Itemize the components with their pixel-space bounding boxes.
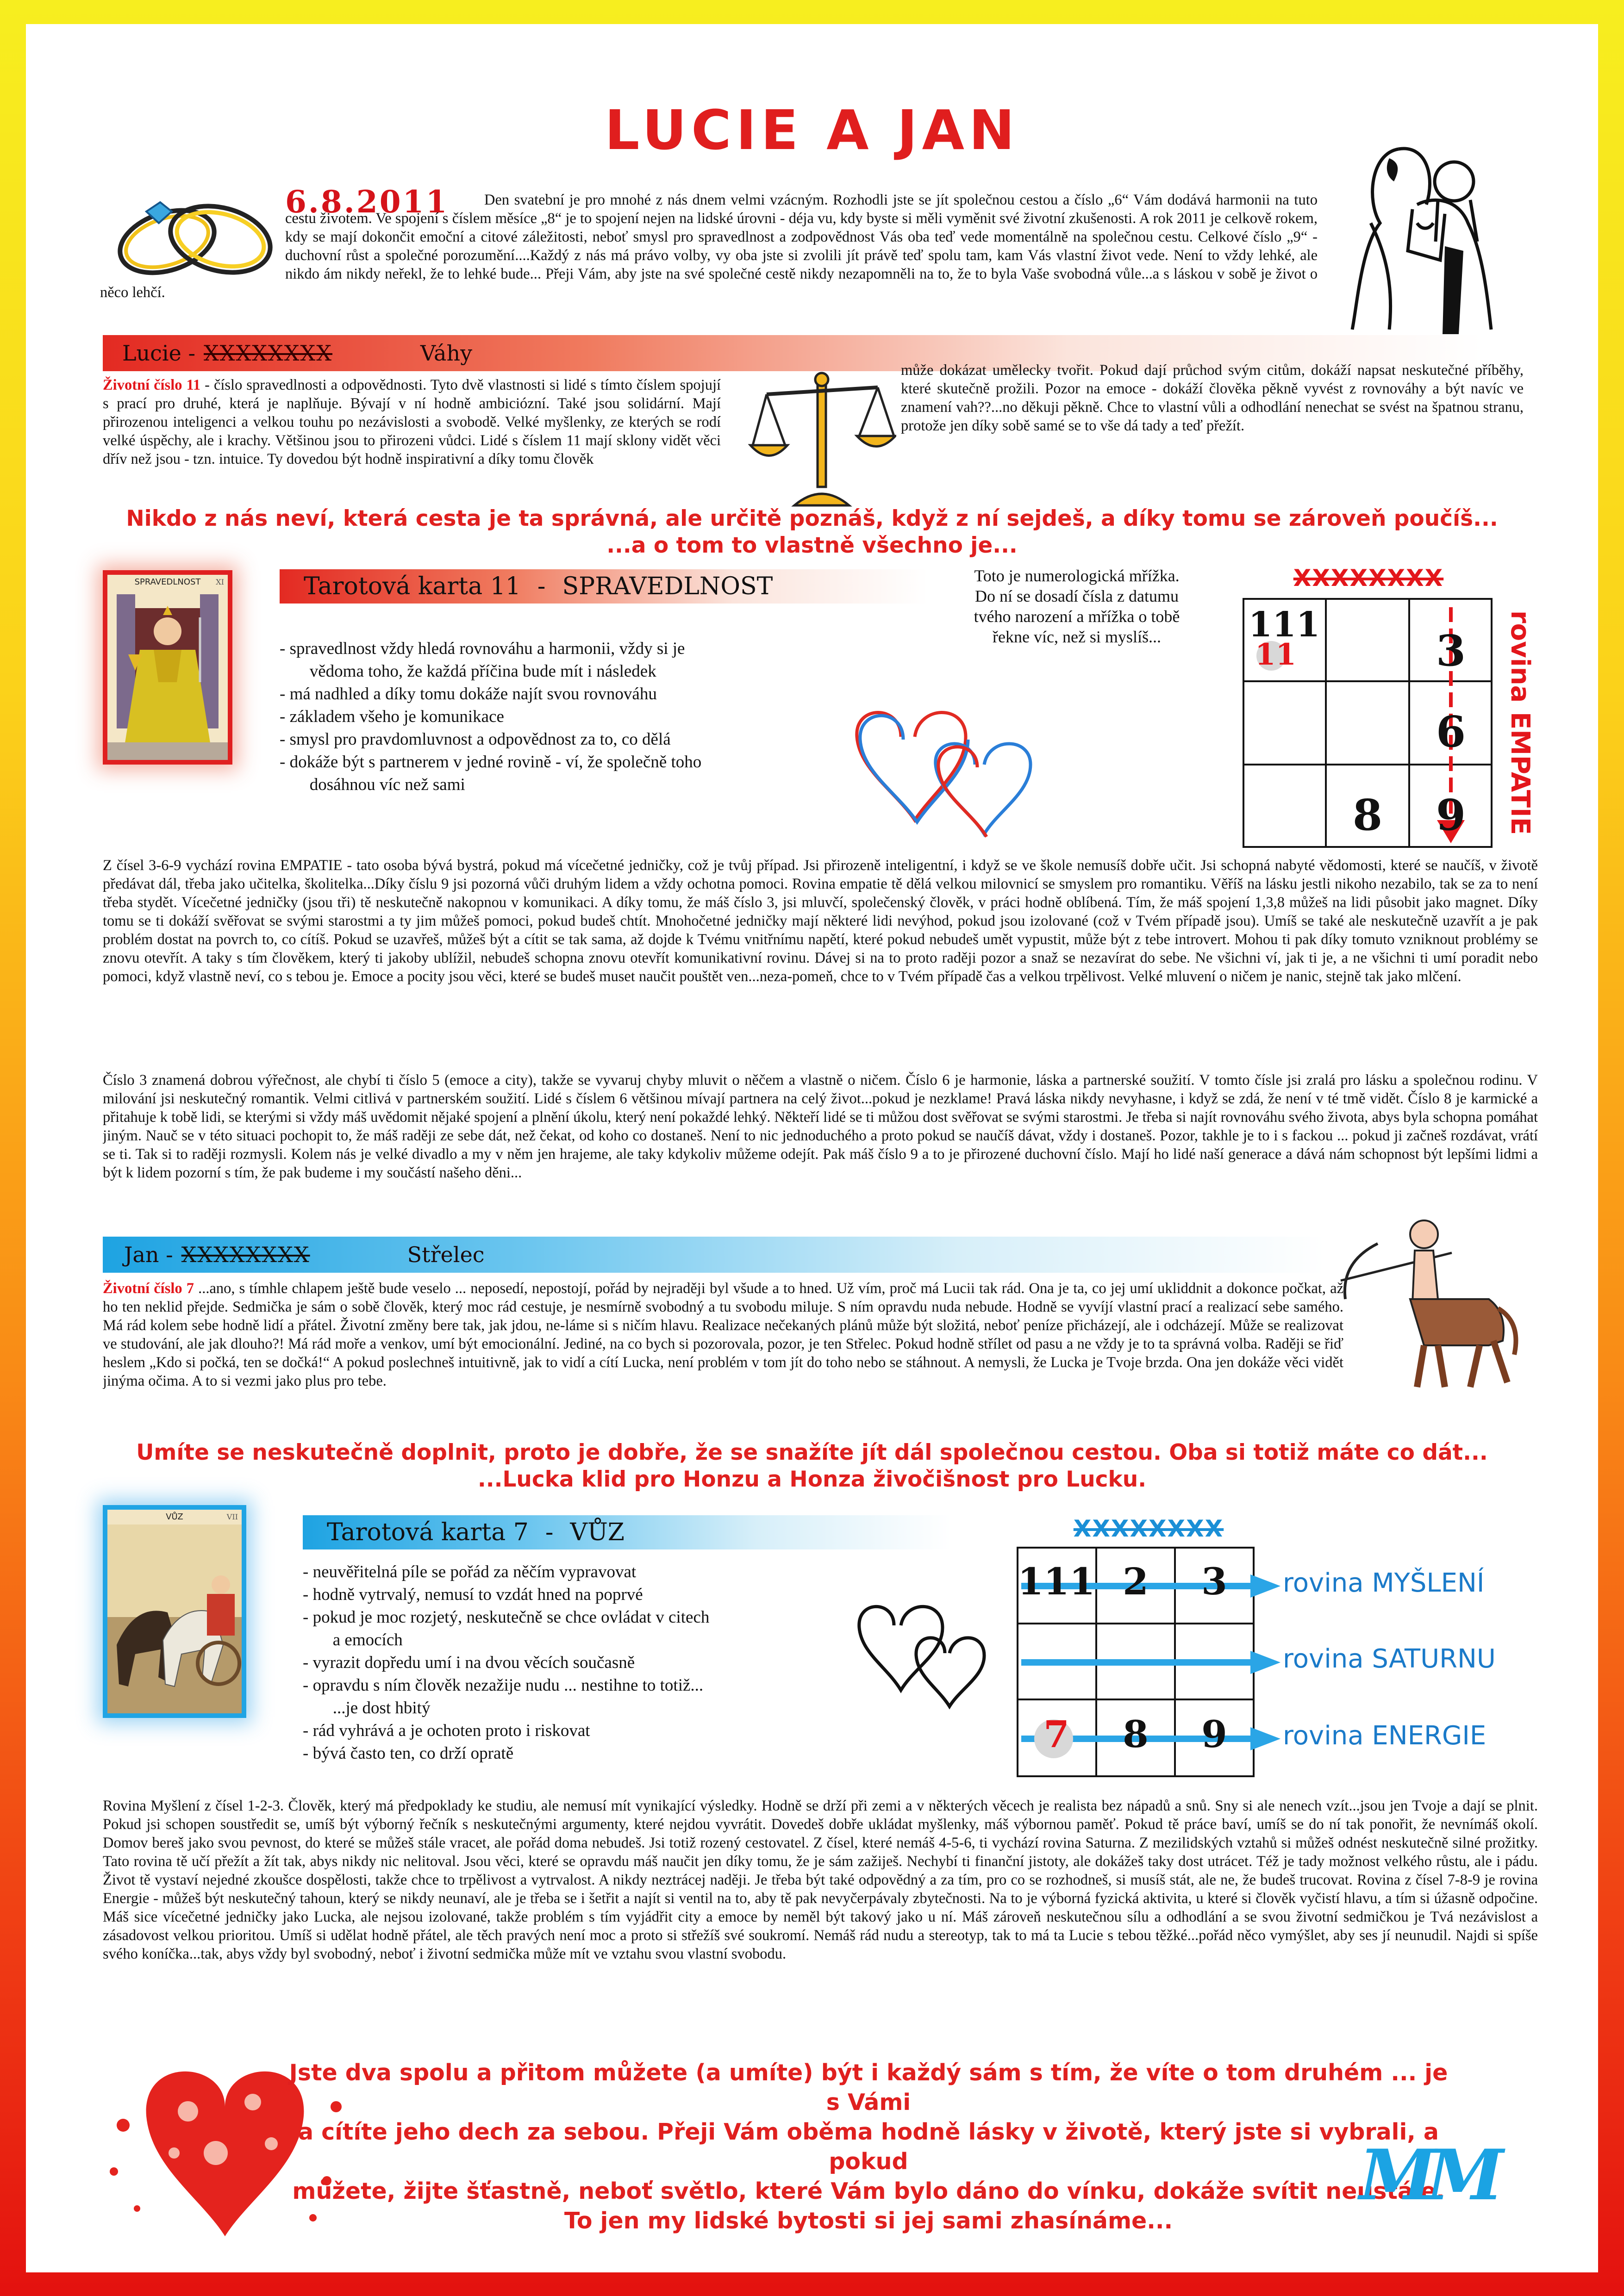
lucie-life-number-label: Životní číslo 11 [103,377,201,393]
tarot-card-justice-number: XI [216,578,224,586]
list-item: - rád vyhrává a je ochoten proto i riskovat [303,1721,590,1740]
quote-2-line-1: Umíte se neskutečně doplnit, proto je dobře, že se snažíte jít dál společnou cestou. Oba si totiž máte co dát... [136,1440,1488,1465]
lucie-sign: Váhy [420,341,473,366]
tarot-1-traits-list [280,637,817,796]
quote-2 [26,1439,1598,1493]
page-title: LUCIE A JAN [605,98,1019,162]
wedding-date: 6.8.2011 [285,184,449,220]
intro-text: Den svatební je pro mnohé z nás dnem velmi vzácným. Rozhodli jste se jít společnou cestou a číslo „6“ Vám dodává harmonii na tuto cestu životem. Ve spojení s číslem měsíce „8“ je to spojení nejen na lidské úrovni - déja vu, kdy byste si měli vyměnit své životní zkušenosti. A rok 2011 je celkově rokem, kdy se mají dokončit emoční a citové záležitosti, neboť smysl pro spravedlnost a zodpovědnost Vás oba teď vede momentálně na společnou cestu. Celkové číslo „9“ - duchovní růst a společné porozumění....Každý z nás má právo volby, vy oba jste si zvolili jít právě teď spolu tam, kam Vás vlastní život vede. Není to vždy lehké, ale nikdo ám nikdy neřekl, že to lehké bude... Přeji Vám, aby jste na své společné cestě nikdy nezapomněli na to, že to byla Vaše svobodná vůle...a s láskou v sobě je život o něco lehčí. [100,192,1318,301]
quote-2-line-2: ...Lucka klid pro Honzu a Honza živočišnost pro Lucku. [477,1467,1147,1492]
list-item: vědoma toho, že každá příčina bude mít i následek [280,662,656,681]
grid-note-line-4: řekne víc, než si myslíš... [993,628,1161,646]
list-item: - pokud je moc rozjetý, neskutečně se chce ovládat v citech [303,1608,710,1627]
signature-monogram: MM [1359,2134,1495,2216]
intro-float-spacer-2 [285,191,484,209]
sagittarius-centaur-icon [1331,1207,1526,1392]
grid-1-cell-111: 111 [1248,605,1320,645]
lucie-column-1 [103,376,721,523]
intro-block [100,191,1318,357]
grid-2-cell-2: 2 [1123,1560,1149,1603]
outline-hearts-icon [850,1588,1003,1723]
quote-1 [26,505,1598,559]
grid-note-line-2: Do ní se dosadí čísla z datumu [975,587,1179,605]
tarot-1-dash: - [537,572,546,600]
closing-line-1: Jste dva spolu a přitom můžete (a umíte) být i každý sám s tím, že víte o tom druhém ... je s Vámi [289,2060,1448,2116]
tarot-card-chariot-image [103,1505,246,1718]
grid-1-cell-3: 3 [1436,626,1466,676]
grid-1-side-label: rovina EMPATIE [1505,610,1535,835]
closing-line-4: To jen my lidské bytosti si jej sami zhasínáme... [564,2208,1173,2234]
list-item: - smysl pro pravdomluvnost a odpovědnost za to, co dělá [280,730,671,749]
tarot-2-label: Tarotová karta 7 [327,1518,529,1546]
grid-2-row-label-mysleni: rovina MYŠLENÍ [1283,1568,1485,1598]
jan-name: Jan - [124,1242,173,1267]
jan-sign: Střelec [407,1242,485,1267]
quote-1-line-1: Nikdo z nás neví, která cesta je ta správná, ale určitě poznáš, když z ní sejdeš, a díky tomu se zároveň poučíš... [126,506,1498,531]
jan-life-number-label: Životní číslo 7 [103,1280,194,1297]
tarot-card-justice-image [103,570,232,765]
grid-note-line-1: Toto je numerologická mřížka. [974,566,1180,585]
grid-2-cell-3: 3 [1201,1560,1227,1603]
justice-figure-icon [107,590,228,760]
jan-crossed-birthdate: XXXXXXXX [181,1242,310,1267]
lucie-column-2: může dokázat umělecky tvořit. Pokud dají průchod svým citům, dokáží napsat neskutečné příběhy, které skutečně prožili. Pozor na emoce - dokáží člověka pěkně vyvést z rovnováhy a být navíc ve znamení vah??...no děkuji pěkně. Chce to vlastní vůli a odhodlání nenechat se svést na špatnou stranu, protože jen díky sobě samé se to vše dá tady a teď přežít. [901,362,1524,434]
grid-2-cell-7: 7 [1043,1712,1069,1756]
list-item: - spravedlnost vždy hledá rovnováhu a harmonii, vždy si je [280,639,685,658]
grid-1-crossed-birthdate: XXXXXXXX [1293,565,1444,591]
tarot-card-chariot-number: VII [226,1512,238,1521]
tarot-1-header [280,569,928,604]
lucie-name: Lucie - [122,341,196,366]
list-item: - opravdu s ním člověk nezažije nudu ... nestihne to totiž... [303,1676,704,1695]
tarot-2-name: VŮZ [570,1518,625,1546]
chariot-horses-icon [107,1524,242,1713]
paragraph-numbers-3-6-8-9: Číslo 3 znamená dobrou výřečnost, ale chybí ti číslo 5 (emoce a city), takže se vyvaruj chyby mluvit o něčem a vlastně o ničem. Číslo 6 je harmonie, láska a partnerské soužití. V tomto čísle jsi zralá pro lásku a společnou rodinu. V milování jsi neskutečný romantik. Velmi citlivá v partnerském soužití. Lidé s číslem 6 většinou mívají partnera na celý život...pokud je nezklame! Pravá láska nikdy nevyhasne, i když se zdá, že není v té tmě vidět. Číslo 8 je karmické a přitahuje k tobě lidi, se kterými si vždy máš uvědomit nějaké spojení a plnění úkolu, který není pokaždé lehký. Někteří lidé se ti můžou dost svěřovat se svými starostmi. Je třeba si najít rovnováhu svého života, abys byla schopna pomáhat jiným. Nauč se v této situaci pochopit to, že máš raději ze sebe dát, než čekat, od koho co dostaneš. Není to nic jednoduchého a proto pokud se naučíš dávat, vždy i dostaneš. Pozor, takhle je to i s fackou ... pokud ji začneš rozdávat, vrátí se ti. Tak si to raději rozmysli. Kolem nás je velké divadlo a my v něm jen hrajeme, ale taky kdykoliv můžeme odejít. Pak máš číslo 9 a to je přirozené duchovní číslo. Mají ho lidé naší generace a dává nám schopnost být lepšími lidmi a být k lidem pozorní s tím, že pak budeme i my součástí našeho děni... [103,1072,1538,1181]
list-item: ...je dost hbitý [303,1699,431,1717]
jan-header-bar [103,1237,1325,1273]
list-item: a emocích [303,1630,403,1649]
scales-icon [748,367,896,510]
list-item: dosáhnou víc než sami [280,775,465,794]
grid-1-cell-6: 6 [1436,707,1466,757]
grid-note-line-3: tvého narození a mřížka o tobě [974,607,1180,626]
tarot-1-name: SPRAVEDLNOST [562,572,773,600]
grid-2-row-label-saturnu: rovina SATURNU [1283,1644,1496,1674]
jan-text-block [103,1279,1343,1450]
lucie-crossed-birthdate: XXXXXXXX [204,341,333,366]
intro-float-spacer [100,191,285,283]
closing-message [285,2058,1452,2236]
tarot-card-justice-caption: SPRAVEDLNOST [134,577,201,587]
closing-line-3: můžete, žijte šťastně, neboť světlo, které Vám bylo dáno do vínku, dokáže svítit neustále. [292,2178,1445,2204]
list-item: - dokáže být s partnerem v jedné rovině - ví, že společně toho [280,753,702,772]
grid-2-cell-8: 8 [1123,1712,1149,1756]
grid-1-cell-9: 9 [1436,790,1466,840]
tarot-2-traits-list [303,1561,849,1765]
grid-1-cell-11: 11 [1255,637,1297,672]
paragraph-roviny-jan: Rovina Myšlení z čísel 1-2-3. Člověk, který má předpoklady ke studiu, ale nemusí mít vynikající výsledky. Hodně se drží při zemi a v některých věcech je realista bez nápadů a snů. Sny si ale nenech vzít...jsou jen Tvoje a dají se plnit. Pokud jsi schopen soustředit se, umíš být výborný řečník s neskutečnými argumenty, které nejdou vyvrátit. Dovedeš dobře ukládat myšlenky, máš výbornou paměť. Pokud tě práce baví, umíš se do ní tak ponořit, že nevnímáš okolí. Domov bereš jako svou pevnost, do které se můžeš stále vracet, ale pořád doma nebudeš. Jsi totiž rozený cestovatel. Z čísel, které nemáš 4-5-6, ti vychází rovina Saturna. Z mezilidských vztahů si můžeš odnést neskutečně silné prožitky. Tato rovina tě učí přežít a žít tak, abys nikdy nic nelitoval. Jsou věci, které se opravdu máš naučit jen díky tomu, že je sám zažiješ. Nechybí ti finanční jistoty, ale dokážeš taky dost utrácet. Též je tady možnost velkého růstu, ale i pádu. Život tě vystaví nejedné zkoušce dospělosti, takže chce to trpělivost a vytrvalost. A nikdy neztrácej naději. Je třeba být také odpovědný a za tím, pro co se rozhodneš, si musíš stát, ale ne, že budeš trucovat. Rovina z čísel 7-8-9 je rovina Energie - můžeš být neskutečný tahoun, který se nikdy neunaví, ale je třeba se i šetřit a najít si ventil na to, aby tě pak nevyčerpávaly zbytečnosti. Na to je výborná fyzická aktivita, u které si člověk vyčistí hlavu, a tím si úžasně odpočine. Máš sice vícečetné jedničky jako Lucka, ale nejsou izolované, takže problém s tím vyjádřit city a emoce by neměl být takový jako u ní. Máš zároveň neskutečnou sílu a odhodlání a se svou životní sedmičkou je Tvá nezávislost a zásadovost velkou prioritou. Umíš si udělat hodně přátel, ale těch pravých není moc a proto si střežíš své soukromí. Nemáš rád nudu a stereotyp, tak to má ta Lucie s tebou těžké...pořád něco vymýšlet, aby ses jí neunudil. Najdi si spíše svého koníčka...tak, abys vždy byl svobodný, neboť i životní sedmička může mít ve vztahu svou vlastní svobodu. [103,1798,1538,1962]
numerology-grid-note [947,566,1206,647]
list-item: - základem všeho je komunikace [280,707,504,726]
tarot-card-chariot-caption: VŮZ [166,1512,183,1522]
list-item: - má nadhled a díky tomu dokáže najít svou rovnováhu [280,684,657,703]
tarot-2-header [303,1515,951,1549]
bride-groom-drawing-icon [1343,131,1500,334]
closing-line-2: a cítíte jeho dech za sebou. Přeji Vám oběma hodně lásky v životě, který jste si vybrali, a pokud [298,2119,1439,2175]
list-item: - vyrazit dopředu umí i na dvou věcích současně [303,1653,635,1672]
grid-2-cell-111: 111 [1018,1560,1095,1603]
intertwined-hearts-icon [845,686,1040,852]
tarot-1-label: Tarotová karta 11 [304,572,521,600]
list-item: - bývá často ten, co drží opratě [303,1744,514,1763]
quote-1-line-2: ...a o tom to vlastně všechno je... [606,533,1018,558]
grid-1-cell-8: 8 [1352,790,1382,840]
tarot-2-dash: - [545,1518,554,1546]
lucie-col1-text: - číslo spravedlnosti a odpovědnosti. Tyto dvě vlastnosti si lidé s tímto číslem spojují s prací pro druhé, která je naplňuje. Bývají v ní hodně ambiciózní. Také jsou solidární. Mají přirozenou inteligenci a velkou touhu po nezávislosti a svobodě. Velké myšlenky, ze kterých se rodí velké úspěchy, ale i krachy. Většinou jsou to přirozeni vůdci. Lidé s číslem 11 mají sklony vidět věci dřív než jsou - tzn. intuice. Ty dovedou být hodně inspirativní a díky tomu člověk [103,377,721,467]
list-item: - neuvěřitelná píle se pořád za něčím vypravovat [303,1562,637,1581]
grid-2-cell-9: 9 [1201,1712,1227,1756]
paragraph-empatie: Z čísel 3-6-9 vychází rovina EMPATIE - tato osoba bývá bystrá, pokud má vícečetné jedničky, což je tvůj případ. Jsi přirozeně inteligentní, i když se ve škole nemusíš dobře učit. Jsi schopná nabyté vědomosti, které se naučíš, v životě předávat dál, třeba jako učitelka, školitelka...Díky číslu 9 jsi pozorná vůči druhým lidem a vždy ochotna pomoci. Rovina empatie tě dělá velkou milovnicí se smyslem pro romantiku. Věříš na lásku jestli nikoho nezabilo, tak se za to není třeba stydět. Vícečetné jedničky (jsou tři) tě neskutečně nakopnou v komunikaci. A díky tomu, že máš číslo 3, jsi mluvčí, společenský člověk, v práci hodně oblíbená. Tím, že máš spojení 1,3,8 můžeš na lidi působit jako magnet. Díky tomu se ti dokáží svěřovat se svými starostmi a ty jim můžeš pomoci, pokud budeš chtít. Mnohočetné jedničky mají některé lidi nevýhod, pokud jsou izolované (což v Tvém případě jsou). Umíš se také ale neskutečně uzavřít a je pak problém dostat na povrch to, co cítíš. Pokud se uzavřeš, můžeš být a cítit se tak sama, až dojde k Tvému vnitřnímu napětí, které pokud nebudeš umět vypustit, může být z tebe introvert. Mohou ti pak díky tomuto vzniknout problémy se znovu otevřít. A taky s tím člověkem, který ti jakoby ublížil, nebudeš schopna znovu otevřít komunikativní rovinu. Dávej si na to proto raději pozor a snaž se nezavírat do sebe. Ne všichni ví, jak ti je, a ne všichni ti umí poradit nebo pomoci, když vlastně neví, co s tebou je. Emoce a pocity jsou věci, které se budeš muset naučit pouštět ven...neza-pomeň, chce to v Tvém případě čas a velkou trpělivost. Velké mluvení o ničem je nanic, stejně tak jako mlčení. [103,857,1538,985]
list-item: - hodně vytrvalý, nemusí to vzdát hned na poprvé [303,1585,643,1604]
grid-2-crossed-birthdate: XXXXXXXX [1073,1515,1224,1542]
jan-text: ...ano, s tímhle chlapem ještě bude veselo ... neposedí, nepostojí, pořád by nejraději byl všude a to hned. Už vím, proč má Lucii tak rád. Ona je ta, co jej umí ukliddnit a dokonce počkat, až ho ten neklid přejde. Sedmička je sám o sobě člověk, který moc rád cestuje, je nesmírně svobodný a tu svobodu miluje. S ním opravdu nuda nebude. Hodně se vyvíjí vlastní prací a realizací sebe samého. Má rád kolem sebe hodně lidí a přátel. Životní změny bere tak, jak jdou, ne-láme si s ničím hlavu. Realizace nečekaných plánů může být složitá, neboť peníze přicházejí, ale i odcházejí. Může se realizovat ve studování, ale jak dlouho?! Má rád moře a venkov, umí být emocionální. Jediné, na co bych si pozorovala, pozor, je ten Střelec. Pokud hodně střílet od pasu a ne vždy je to ta správná volba. Raději se řiď heslem „Kdo si počká, ten se dočká!“ A pokud poslechneš intuitivně, jak to vidí a cítí Lucka, není problém v tom jít do toho nebo se stáhnout. A nemysli, že Lucka je Tvoje brzda. Ona jen dokáže věci vidět jinýma očima. A to si vezmi jako plus pro tebe. [103,1280,1343,1389]
page-sheet [26,24,1598,2272]
grid-2-row-label-energie: rovina ENERGIE [1283,1721,1487,1751]
